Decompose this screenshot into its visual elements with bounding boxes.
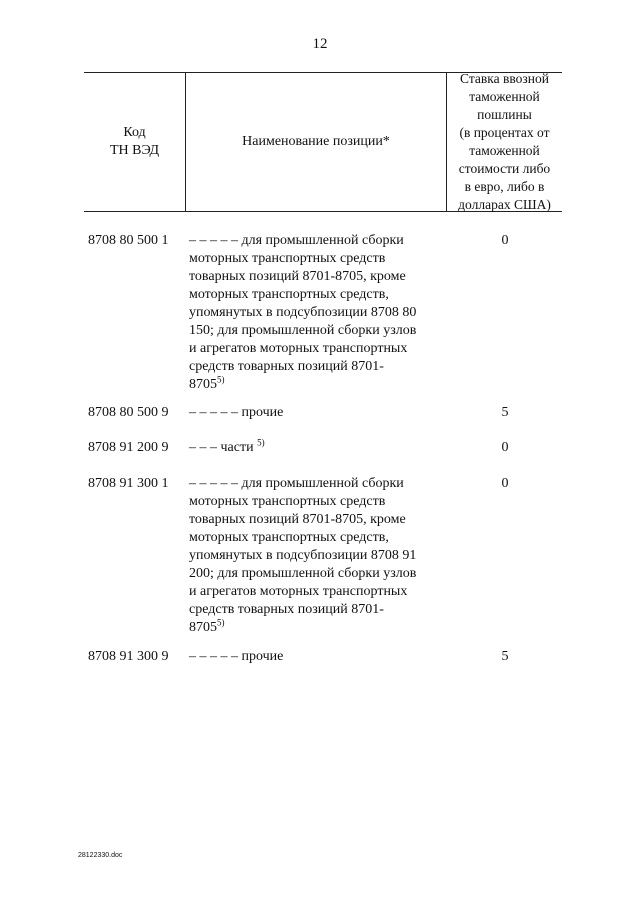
row-description [189,404,417,422]
row-description [189,648,417,666]
header-code-cell [84,73,185,211]
row-rate: 5 [501,405,509,420]
row-rate: 5 [501,649,509,664]
row-code: 8708 91 200 9 [88,440,169,455]
row-rate: 0 [501,476,509,491]
row-rate: 0 [501,233,509,248]
row-code: 8708 91 300 9 [88,649,169,664]
header-rate-label: Ставка ввозной таможенной пошлины (в процентах от таможенной стоимости либо в евро, либо в долларах США) [458,71,551,212]
row-description-text: – – – части [189,440,258,455]
header-code-label: Код ТН ВЭД [109,125,160,158]
header-name-label: Наименование позиции* [242,134,390,149]
row-rate: 0 [501,440,509,455]
footnote-marker: 5) [217,617,225,628]
page-number: 12 [312,36,328,52]
row-description-text: – – – – – прочие [189,405,284,420]
footnote-marker: 5) [217,374,225,385]
row-description [189,439,417,457]
row-description-text: – – – – – для промышленной сборки моторных транспортных средств товарных позиций 8701-8705, кроме моторных транспортных средств, упомянутых в подсубпозиции 8708 91 200; для промышленной сборки узлов и агрегатов моторных транспортных средств товарных позиций 8701-8705 [189,476,417,635]
row-description-text: – – – – – прочие [189,649,284,664]
footnote-marker: 5) [257,437,265,448]
row-description [189,475,417,637]
header-rate-cell [447,73,562,211]
row-code: 8708 80 500 1 [88,233,169,248]
row-code: 8708 80 500 9 [88,405,169,420]
header-name-cell [186,73,446,211]
table-header [84,72,562,212]
row-description-text: – – – – – для промышленной сборки моторных транспортных средств товарных позиций 8701-8705, кроме моторных транспортных средств, упомянутых в подсубпозиции 8708 80 150; для промышленной сборки узлов и агрегатов моторных транспортных средств товарных позиций 8701-8705 [189,233,417,392]
row-code: 8708 91 300 1 [88,476,169,491]
row-description [189,232,417,394]
document-filename: 28122330.doc [78,852,123,859]
